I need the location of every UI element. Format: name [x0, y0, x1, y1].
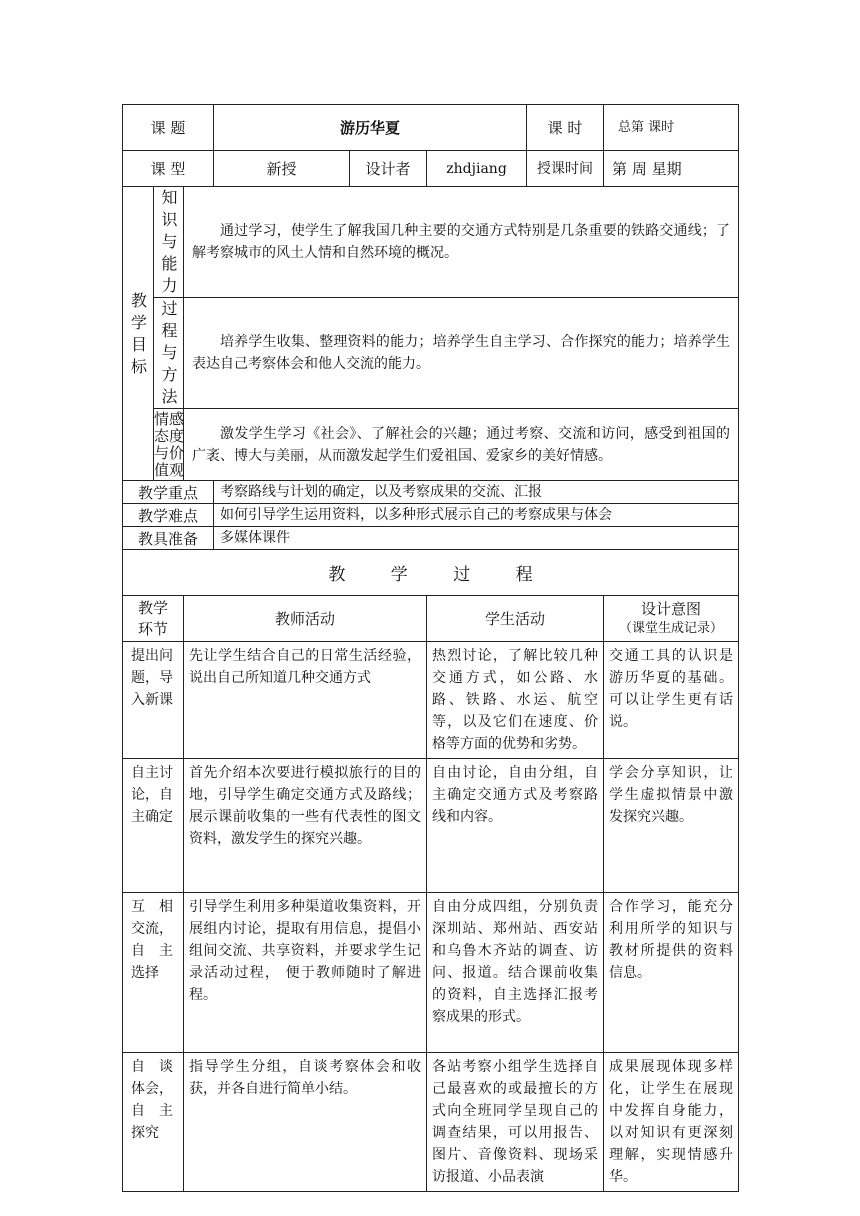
process-row	[123, 642, 739, 759]
objective-label-cell	[154, 298, 184, 409]
objective-row-emotion	[123, 409, 739, 481]
difficulty-label: 教学难点	[123, 504, 214, 527]
student-activity: 各站考察小组学生选择自己最喜欢的或最擅长的方式向全班同学呈现自己的调查结果，可以用报告、图片、音像资料、现场采访报道、小品表演	[427, 1053, 604, 1192]
difficulty-text: 如何引导学生运用资料，以多种形式展示自己的考察成果与体会	[214, 504, 739, 527]
lesson-plan-page	[122, 104, 738, 1192]
time-value: 第 周 星期	[604, 151, 739, 187]
student-activity: 自由分成四组，分别负责深圳站、郑州站、西安站和乌鲁木齐站的调查、访问、报道。结合课前收集的资料，自主选择汇报考察成果的形式。	[427, 893, 604, 1053]
stage-text: 互 相交流，自 主选择	[131, 899, 173, 981]
col-intent-sub: （课堂生成记录）	[619, 620, 724, 636]
tools-row	[123, 527, 739, 550]
col-intent-title: 设计意图	[641, 599, 702, 618]
teacher-activity: 先让学生结合自己的日常生活经验，说出自己所知道几种交通方式	[184, 642, 427, 759]
key-point-text: 考察路线与计划的确定，以及考察成果的交流、汇报	[214, 481, 739, 504]
stage-text: 自主讨论，自主确定	[131, 765, 173, 825]
design-intent: 合作学习，能充分利用所学的知识与教材所提供的资料信息。	[604, 893, 739, 1053]
type-label: 课 型	[123, 151, 214, 187]
difficulty-row	[123, 504, 739, 527]
design-intent: 学会分享知识，让学生虚拟情景中激发探究兴趣。	[604, 759, 739, 893]
objective-text: 培养学生收集、整理资料的能力；培养学生自主学习、合作探究的能力；培养学生表达自己考察体会和他人交流的能力。	[184, 298, 739, 409]
objective-label-cell	[154, 187, 184, 298]
teacher-activity: 首先介绍本次要进行模拟旅行的目的地，引导学生确定交通方式及路线；展示课前收集的一些有代表性的图文资料，激发学生的探究兴趣。	[184, 759, 427, 893]
objective-label: 知识与能力	[161, 188, 178, 295]
col-stage-header-text: 教学环节	[137, 598, 168, 638]
designer-value: zhdjiang	[427, 151, 527, 187]
objective-text: 激发学生学习《社会》、了解社会的兴趣；通过考察、交流和访问，感受到祖国的广袤、博大与美丽，从而激发起学生们爱祖国、爱家乡的美好情感。	[184, 409, 739, 481]
student-activity: 自由讨论，自由分组，自主确定交通方式及考察路线和内容。	[427, 759, 604, 893]
process-header-row	[123, 596, 739, 642]
lesson-plan-table	[122, 104, 739, 1192]
teacher-activity: 指导学生分组，自谈考察体会和收获，并各自进行简单小结。	[184, 1053, 427, 1192]
design-intent: 成果展现体现多样化，让学生在展现中发挥自身能力，以对知识有更深刻理解，实现情感升华。	[604, 1053, 739, 1192]
process-row	[123, 1053, 739, 1192]
topic-value: 游历华夏	[214, 105, 527, 151]
time-label: 授课时间	[527, 151, 604, 187]
col-student-header: 学生活动	[427, 596, 604, 642]
objective-label: 过程与方法	[161, 299, 178, 406]
col-intent-header	[604, 596, 739, 642]
period-label: 课 时	[527, 105, 604, 151]
process-row	[123, 759, 739, 893]
designer-label: 设计者	[350, 151, 427, 187]
col-teacher-header: 教师活动	[184, 596, 427, 642]
objective-label: 情感态度与价值观	[154, 409, 185, 479]
tools-text: 多媒体课件	[214, 527, 739, 550]
objective-row-knowledge	[123, 187, 739, 298]
stage-text: 提出问题，导入新课	[131, 648, 173, 708]
objectives-label: 教学目标	[131, 290, 148, 376]
stage-text: 自 谈体会，自 主探究	[131, 1059, 173, 1141]
objectives-label-cell	[123, 187, 154, 481]
type-value: 新授	[214, 151, 350, 187]
process-row	[123, 893, 739, 1053]
objective-text: 通过学习，使学生了解我国几种主要的交通方式特别是几条重要的铁路交通线；了解考察城市的风土人情和自然环境的概况。	[184, 187, 739, 298]
teacher-activity: 引导学生利用多种渠道收集资料，开展组内讨论，提取有用信息，提倡小组间交流、共享资料，并要求学生记录活动过程， 便于教师随时了解进程。	[184, 893, 427, 1053]
key-point-label: 教学重点	[123, 481, 214, 504]
stage-cell	[123, 1053, 184, 1192]
header-row-type	[123, 151, 739, 187]
stage-cell	[123, 893, 184, 1053]
col-stage-header	[123, 596, 184, 642]
objective-row-process	[123, 298, 739, 409]
key-point-row	[123, 481, 739, 504]
stage-cell	[123, 759, 184, 893]
stage-cell	[123, 642, 184, 759]
process-title-row	[123, 550, 739, 596]
period-value: 总第 课时	[604, 105, 739, 151]
header-row-topic	[123, 105, 739, 151]
topic-label: 课 题	[123, 105, 214, 151]
tools-label: 教具准备	[123, 527, 214, 550]
process-title: 教 学 过 程	[123, 550, 739, 596]
objective-label-cell	[154, 409, 184, 481]
design-intent: 交通工具的认识是游历华夏的基础。可以让学生更有话说。	[604, 642, 739, 759]
student-activity: 热烈讨论，了解比较几种交通方式，如公路、水路、铁路、水运、航空等，以及它们在速度、价格等方面的优势和劣势。	[427, 642, 604, 759]
